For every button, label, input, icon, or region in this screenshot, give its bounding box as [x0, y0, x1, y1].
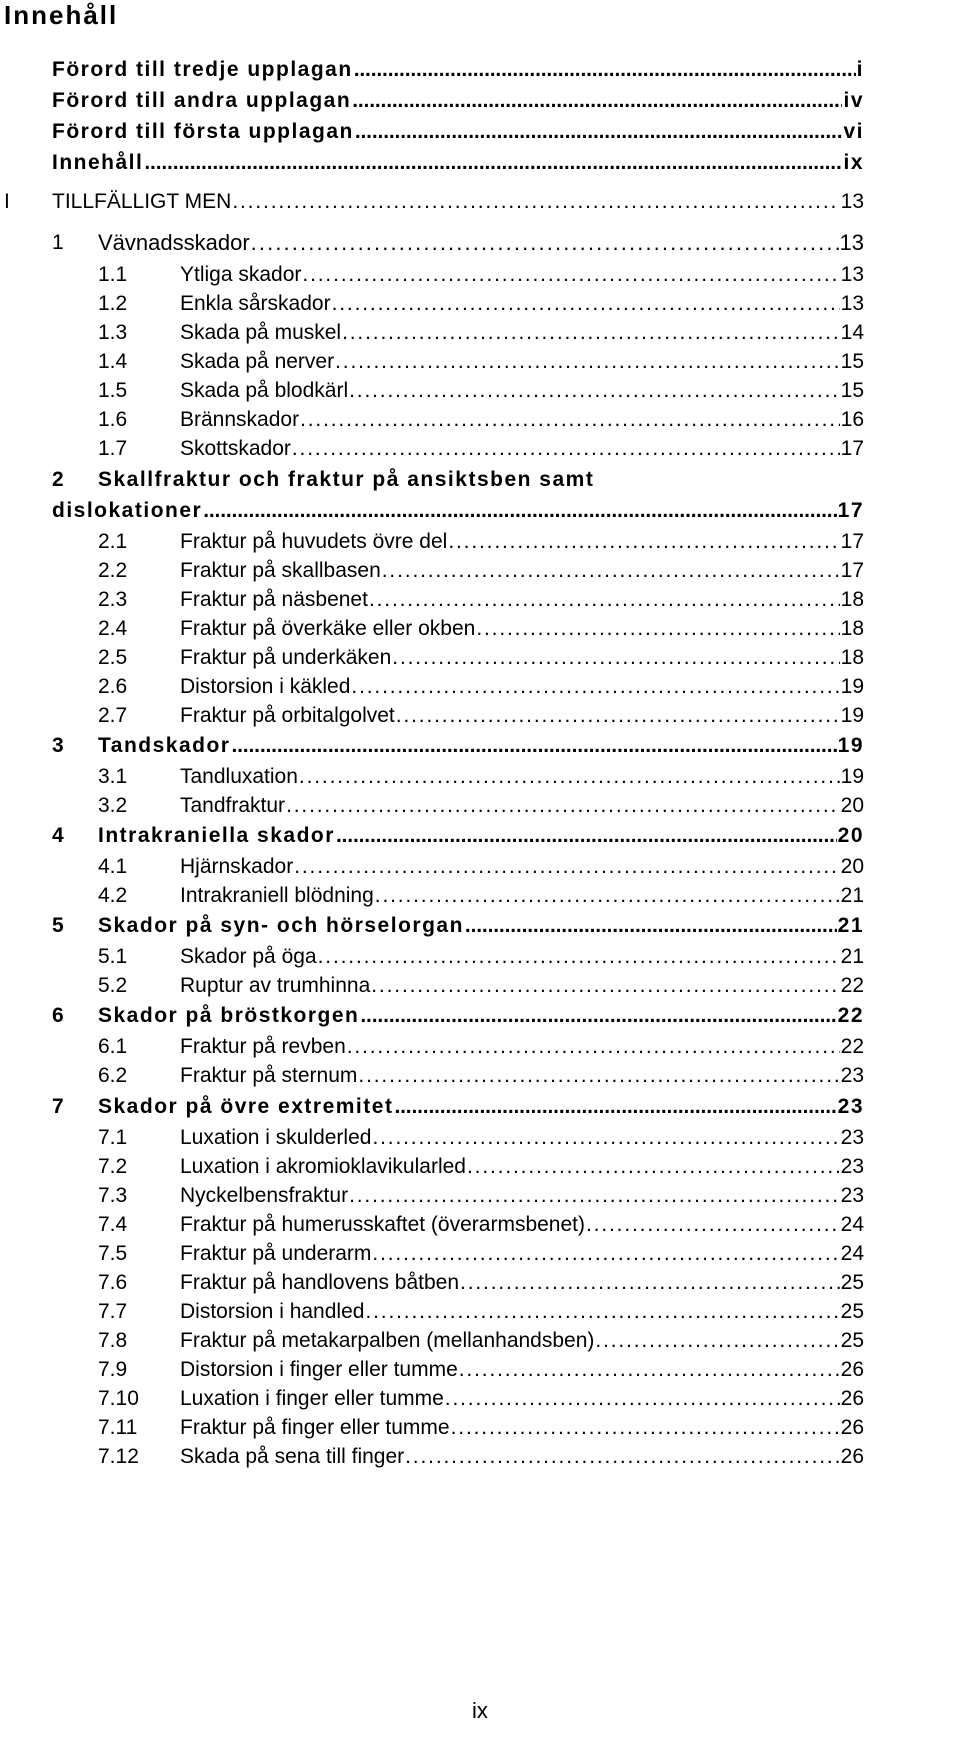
chapter-number: 3: [52, 734, 64, 757]
dot-leader: [372, 1123, 839, 1153]
toc-entry-page: 22: [840, 1035, 864, 1058]
toc-entry-title: Fraktur på näsbenet: [180, 588, 368, 611]
dot-leader: [347, 1032, 840, 1062]
dot-leader: [396, 701, 840, 731]
toc-entry[interactable]: [52, 148, 864, 178]
toc-entry[interactable]: [180, 405, 864, 435]
toc-entry[interactable]: [52, 55, 864, 85]
toc-entry[interactable]: [180, 1123, 864, 1153]
toc-entry-page: 20: [837, 824, 864, 847]
toc-entry[interactable]: [180, 643, 864, 673]
section-number: 2.4: [98, 617, 128, 640]
section-number: 5.1: [98, 945, 128, 968]
toc-entry[interactable]: [98, 228, 864, 258]
chapter-number: 4: [52, 824, 64, 847]
dot-leader: [372, 1239, 839, 1269]
section-number: 7.2: [98, 1155, 128, 1178]
toc-entry-page: 19: [840, 675, 864, 698]
toc-entry-page: 17: [840, 437, 864, 460]
toc-entry-title: Innehåll: [52, 151, 144, 174]
toc-entry[interactable]: [180, 1442, 864, 1472]
toc-entry-title: Luxation i finger eller tumme: [180, 1387, 444, 1410]
toc-entry[interactable]: [180, 376, 864, 406]
dot-leader: [351, 672, 839, 702]
dot-leader: [231, 731, 836, 761]
dot-leader: [476, 614, 839, 644]
toc-entry-page: 17: [837, 499, 864, 522]
dot-leader: [460, 1268, 840, 1298]
chapter-number: 1: [52, 231, 64, 254]
toc-entry[interactable]: [180, 318, 864, 348]
toc-entry[interactable]: [180, 1032, 864, 1062]
toc-entry-title: Vävnadsskador: [98, 230, 250, 255]
toc-entry-title: Nyckelbensfraktur: [180, 1184, 349, 1207]
toc-entry-page: i: [856, 58, 864, 81]
dot-leader: [371, 971, 839, 1001]
toc-entry-page: 21: [840, 884, 864, 907]
toc-entry[interactable]: [180, 852, 864, 882]
toc-entry-page: 19: [840, 704, 864, 727]
dot-leader: [405, 1442, 840, 1472]
dot-leader: [332, 289, 840, 319]
toc-entry-page: 17: [840, 559, 864, 582]
toc-entry-page: 16: [840, 408, 864, 431]
dot-leader: [300, 405, 840, 435]
chapter-number: 5: [52, 914, 64, 937]
toc-entry-title: Fraktur på finger eller tumme: [180, 1416, 450, 1439]
toc-entry-page: iv: [843, 89, 864, 112]
toc-entry[interactable]: [180, 881, 864, 911]
toc-entry-page: 23: [840, 1155, 864, 1178]
toc-entry[interactable]: [180, 1297, 864, 1327]
toc-entry-title: Skador på övre extremitet: [98, 1095, 394, 1118]
toc-entry[interactable]: [180, 1384, 864, 1414]
dot-leader: [369, 585, 840, 615]
dot-leader: [355, 117, 843, 147]
dot-leader: [465, 911, 837, 941]
section-number: 1.4: [98, 350, 128, 373]
toc-entry[interactable]: [180, 672, 864, 702]
toc-entry-page: 19: [837, 734, 864, 757]
toc-entry[interactable]: [98, 731, 864, 761]
dot-leader: [203, 496, 836, 526]
section-number: 2.2: [98, 559, 128, 582]
toc-entry[interactable]: [180, 527, 864, 557]
dot-leader: [335, 347, 840, 377]
toc-entry-title: Skada på nerver: [180, 350, 335, 373]
toc-entry-title: Skador på syn- och hörselorgan: [98, 914, 464, 937]
toc-entry-title: Skada på sena till finger: [180, 1445, 405, 1468]
toc-entry[interactable]: [98, 911, 864, 941]
toc-entry-page: 13: [839, 230, 864, 255]
toc-entry[interactable]: [180, 1152, 864, 1182]
toc-entry-page: 14: [840, 321, 864, 344]
section-number: 6.1: [98, 1035, 128, 1058]
toc-entry-title: Skador på öga: [180, 945, 317, 968]
dot-leader: [392, 643, 839, 673]
toc-entry-page: 20: [840, 855, 864, 878]
section-number: 4.2: [98, 884, 128, 907]
toc-entry-title: Luxation i skulderled: [180, 1126, 372, 1149]
toc-entry[interactable]: [180, 614, 864, 644]
dot-leader: [302, 260, 839, 290]
dot-leader: [342, 318, 840, 348]
section-number: 7.8: [98, 1329, 128, 1352]
toc-entry-page: 23: [840, 1126, 864, 1149]
toc-entry-title: Tandluxation: [180, 765, 298, 788]
toc-entry[interactable]: [180, 1326, 864, 1356]
section-number: 6.2: [98, 1064, 128, 1087]
section-number: 2.6: [98, 675, 128, 698]
toc-entry-page: 18: [840, 588, 864, 611]
dot-leader: [352, 86, 842, 116]
dot-leader: [595, 1326, 839, 1356]
dot-leader: [286, 791, 840, 821]
toc-entry-title: Skador på bröstkorgen: [98, 1004, 360, 1027]
section-number: 1.6: [98, 408, 128, 431]
toc-entry[interactable]: [180, 762, 864, 792]
toc-entry-page: 17: [840, 530, 864, 553]
dot-leader: [375, 881, 840, 911]
toc-entry-page: 25: [840, 1329, 864, 1352]
toc-entry-title: Distorsion i finger eller tumme: [180, 1358, 458, 1381]
toc-entry-title: Fraktur på skallbasen: [180, 559, 381, 582]
dot-leader: [448, 527, 839, 557]
toc-entry[interactable]: [98, 821, 864, 851]
toc-entry[interactable]: [180, 791, 864, 821]
dot-leader: [292, 434, 840, 464]
dot-leader: [445, 1384, 840, 1414]
toc-entry[interactable]: [180, 1061, 864, 1091]
toc-entry-page: 15: [840, 350, 864, 373]
toc-entry-page: 23: [837, 1095, 864, 1118]
section-number: 1.3: [98, 321, 128, 344]
toc-entry-page: ix: [843, 151, 864, 174]
dot-leader: [467, 1152, 840, 1182]
toc-entry-title: Förord till andra upplagan: [52, 89, 352, 112]
toc-entry-page: 26: [840, 1445, 864, 1468]
toc-entry[interactable]: [52, 117, 864, 147]
toc-entry[interactable]: [180, 1239, 864, 1269]
page-number: ix: [472, 1698, 488, 1723]
toc-entry[interactable]: [52, 187, 864, 217]
toc-entry-title: Fraktur på underarm: [180, 1242, 372, 1265]
toc-entry-page: 21: [837, 914, 864, 937]
toc-entry-title: Luxation i akromioklavikularled: [180, 1155, 466, 1178]
section-number: 2.7: [98, 704, 128, 727]
dot-leader: [318, 942, 840, 972]
toc-entry[interactable]: [180, 434, 864, 464]
dot-leader: [251, 228, 839, 258]
toc-entry-page: 23: [840, 1064, 864, 1087]
toc-entry[interactable]: [52, 86, 864, 116]
toc-entry[interactable]: [180, 1355, 864, 1385]
section-number: 1.7: [98, 437, 128, 460]
toc-entry-title: Fraktur på metakarpalben (mellanhandsben): [180, 1329, 595, 1352]
toc-entry-title: Fraktur på revben: [180, 1035, 346, 1058]
toc-entry-page: 25: [840, 1300, 864, 1323]
toc-entry[interactable]: [180, 585, 864, 615]
section-number: 3.1: [98, 765, 128, 788]
dot-leader: [459, 1355, 840, 1385]
toc-entry[interactable]: [98, 1001, 864, 1031]
toc-entry[interactable]: [180, 1413, 864, 1443]
section-number: 7.10: [98, 1387, 139, 1410]
toc-entry-title: Intrakraniella skador: [98, 824, 335, 847]
toc-entry-page: 23: [840, 1184, 864, 1207]
toc-entry-page: 22: [840, 974, 864, 997]
section-number: 7.12: [98, 1445, 139, 1468]
toc-entry[interactable]: [180, 971, 864, 1001]
section-number: 7.7: [98, 1300, 128, 1323]
toc-entry-page: 25: [840, 1271, 864, 1294]
toc-entry[interactable]: [180, 1268, 864, 1298]
section-number: 2.1: [98, 530, 128, 553]
section-number: 7.6: [98, 1271, 128, 1294]
toc-entry-page: 13: [840, 190, 864, 213]
toc-entry-title: Förord till första upplagan: [52, 120, 354, 143]
section-number: 7.11: [98, 1416, 138, 1439]
toc-entry-page: 13: [840, 292, 864, 315]
toc-entry-title: Tandfraktur: [180, 794, 286, 817]
dot-leader: [294, 852, 839, 882]
dot-leader: [394, 1092, 836, 1122]
toc-entry-title: dislokationer: [52, 499, 203, 522]
toc-entry-page: 18: [840, 617, 864, 640]
toc-entry-page: 19: [840, 765, 864, 788]
dot-leader: [586, 1210, 840, 1240]
toc-entry[interactable]: [180, 347, 864, 377]
section-number: 5.2: [98, 974, 128, 997]
toc-entry[interactable]: [180, 701, 864, 731]
toc-entry[interactable]: [180, 556, 864, 586]
toc-entry-page: 20: [840, 794, 864, 817]
toc-entry-title: Fraktur på orbitalgolvet: [180, 704, 395, 727]
toc-entry-title: Fraktur på sternum: [180, 1064, 358, 1087]
section-number: 3.2: [98, 794, 128, 817]
section-number: 7.3: [98, 1184, 128, 1207]
dot-leader: [349, 1181, 840, 1211]
toc-entry-page: 18: [840, 646, 864, 669]
toc-entry[interactable]: [52, 496, 864, 526]
toc-entry-page: vi: [843, 120, 864, 143]
page-title: Innehåll: [4, 0, 119, 30]
toc-entry[interactable]: [180, 1210, 864, 1240]
section-number: 7.5: [98, 1242, 128, 1265]
dot-leader: [365, 1297, 839, 1327]
toc-entry-title: Ruptur av trumhinna: [180, 974, 371, 997]
toc-entry-page: 24: [840, 1242, 864, 1265]
toc-entry-title: Fraktur på underkäken: [180, 646, 392, 669]
toc-entry-page: 22: [837, 1004, 864, 1027]
dot-leader: [451, 1413, 840, 1443]
toc-entry-page: 26: [840, 1387, 864, 1410]
dot-leader: [360, 1001, 836, 1031]
section-number: 2.3: [98, 588, 128, 611]
dot-leader: [358, 1061, 839, 1091]
toc-entry[interactable]: [98, 1092, 864, 1122]
toc-entry-title: Skada på muskel: [180, 321, 342, 344]
toc-entry-title: Fraktur på humerusskaftet (överarmsbenet): [180, 1213, 585, 1236]
dot-leader: [232, 187, 839, 217]
toc-entry-title: Skottskador: [180, 437, 291, 460]
dot-leader: [354, 55, 856, 85]
toc-entry-title: Skada på blodkärl: [180, 379, 349, 402]
dot-leader: [349, 376, 840, 406]
section-number: 7.4: [98, 1213, 128, 1236]
toc-entry-title: Fraktur på handlovens båtben: [180, 1271, 460, 1294]
toc-entry[interactable]: [180, 942, 864, 972]
section-number: 7.1: [98, 1126, 128, 1149]
chapter-title-line1: Skallfraktur och fraktur på ansiktsben samt: [98, 468, 595, 491]
toc-entry-page: 24: [840, 1213, 864, 1236]
dot-leader: [382, 556, 840, 586]
toc-entry-title: Tandskador: [98, 734, 231, 757]
toc-entry-title: Distorsion i handled: [180, 1300, 365, 1323]
chapter-number: 2: [52, 468, 64, 491]
toc-entry-page: 26: [840, 1416, 864, 1439]
chapter-number: 7: [52, 1095, 64, 1118]
toc-entry-page: 26: [840, 1358, 864, 1381]
section-number: 1.1: [98, 263, 128, 286]
toc-entry-title: TILLFÄLLIGT MEN: [52, 190, 232, 213]
part-number: I: [4, 190, 10, 213]
section-number: 2.5: [98, 646, 128, 669]
toc-entry[interactable]: [180, 289, 864, 319]
toc-entry-page: 15: [840, 379, 864, 402]
toc-entry-title: Ytliga skador: [180, 263, 302, 286]
toc-entry-page: 13: [840, 263, 864, 286]
toc-entry-title: Fraktur på huvudets övre del: [180, 530, 448, 553]
toc-entry-title: Fraktur på överkäke eller okben: [180, 617, 476, 640]
section-number: 1.5: [98, 379, 128, 402]
dot-leader: [299, 762, 840, 792]
section-number: 1.2: [98, 292, 128, 315]
toc-entry-title: Intrakraniell blödning: [180, 884, 374, 907]
chapter-number: 6: [52, 1004, 64, 1027]
section-number: 4.1: [98, 855, 128, 878]
toc-entry-title: Hjärnskador: [180, 855, 294, 878]
dot-leader: [144, 148, 842, 178]
toc-entry-title: Enkla sårskador: [180, 292, 331, 315]
toc-entry[interactable]: [180, 260, 864, 290]
section-number: 7.9: [98, 1358, 128, 1381]
toc-entry-title: Förord till tredje upplagan: [52, 58, 353, 81]
toc-entry-title: Distorsion i käkled: [180, 675, 351, 698]
toc-entry-page: 21: [840, 945, 864, 968]
toc-entry-title: Brännskador: [180, 408, 300, 431]
toc-entry[interactable]: [180, 1181, 864, 1211]
dot-leader: [336, 821, 837, 851]
